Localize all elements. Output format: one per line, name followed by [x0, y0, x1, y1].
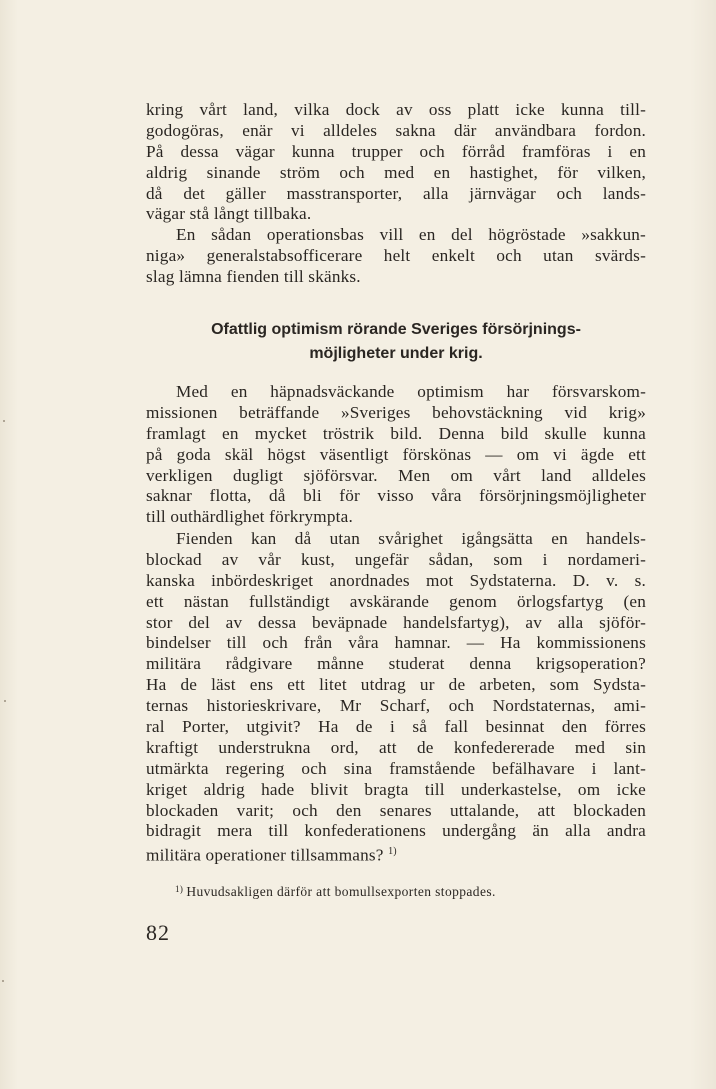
text-line: verkligen dugligt sjöförsvar. Men om vårt land alldeles	[146, 465, 646, 485]
paragraph-4	[146, 529, 646, 866]
text-line: vägar stå långt tillbaka.	[146, 204, 312, 224]
paragraph-3	[146, 382, 646, 528]
text-line: blockaden varit; och den senares uttalande, att blockaden	[146, 800, 646, 820]
footnote-reference: 1)	[388, 846, 397, 858]
paper-speck	[2, 980, 4, 982]
paper-speck	[4, 700, 6, 702]
text-line: kanska inbördeskriget anordnades mot Sydstaterna. D. v. s.	[146, 570, 646, 590]
text-line: kring vårt land, vilka dock av oss platt icke kunna till-	[146, 100, 646, 119]
text-line: utmärkta regering och sina framstående befälhavare i lant-	[146, 758, 646, 778]
text-line: kraftigt understrukna ord, att de konfedererade med sin	[146, 737, 646, 757]
text-line	[146, 842, 646, 866]
text-line-content: militära operationer tillsammans?	[146, 846, 384, 866]
text-line: aldrig sinande ström och med en hastighet, för vilken,	[146, 162, 646, 182]
page-number: 82	[146, 920, 170, 945]
text-line: På dessa vägar kunna trupper och förråd framföras i en	[146, 141, 646, 161]
text-line: blockad av vår kust, ungefär sådan, som i nordameri-	[146, 549, 646, 569]
section-heading	[146, 318, 646, 366]
footnote-marker: 1)	[175, 884, 184, 894]
text-line: En sådan operationsbas vill en del högröstade »sakkun-	[176, 225, 646, 244]
text-line: Ha de läst ens ett litet utdrag ur de arbeten, som Sydsta-	[146, 675, 646, 695]
text-line: Fienden kan då utan svårighet igångsätta en handels-	[176, 529, 646, 548]
text-line: till outhärdlighet förkrympta.	[146, 507, 353, 527]
footnote-text: Huvudsakligen därför att bomullsexporten stoppades.	[186, 884, 496, 899]
text-line: niga» generalstabsofficerare helt enkelt och utan svärds-	[146, 245, 646, 265]
text-line: då det gäller masstransporter, alla järnvägar och lands-	[146, 183, 646, 203]
paper-speck	[3, 420, 5, 422]
text-line: kriget aldrig hade blivit bragta till underkastelse, om icke	[146, 779, 646, 799]
text-line: ral Porter, utgivit? Ha de i så fall besinnat den förres	[146, 717, 646, 737]
text-line: militära rådgivare månne studerat denna krigsoperation?	[146, 654, 646, 674]
paragraph-1	[146, 100, 646, 225]
text-line: stor del av dessa beväpnade handelsfartyg), av alla sjöför-	[146, 612, 646, 632]
text-line: Med en häpnadsväckande optimism har försvarskom-	[176, 382, 646, 401]
text-line: bidragit mera till konfederationens undergång än alla andra	[146, 821, 646, 841]
text-line: bindelser till och från våra hamnar. — Ha kommissionens	[146, 633, 646, 653]
heading-line: möjligheter under krig.	[309, 345, 483, 362]
text-line: ett nästan fullständigt avskärande genom örlogsfartyg (en	[146, 591, 646, 611]
text-line: ternas historieskrivare, Mr Scharf, och Nordstaternas, ami-	[146, 696, 646, 716]
footnote	[175, 884, 496, 900]
heading-line: Ofattlig optimism rörande Sveriges försörjnings-	[211, 321, 581, 338]
text-line: godogöras, enär vi alldeles sakna där användbara fordon.	[146, 120, 646, 140]
paragraph-2	[146, 225, 646, 288]
text-line: slag lämna fienden till skänks.	[146, 266, 361, 286]
text-line: missionen beträffande »Sveriges behovstäckning vid krig»	[146, 402, 646, 422]
text-line: saknar flotta, då bli för visso våra försörjningsmöjligheter	[146, 486, 646, 506]
text-line: framlagt en mycket tröstrik bild. Denna bild skulle kunna	[146, 423, 646, 443]
text-line: på goda skäl högst väsentligt förskönas — om vi ägde ett	[146, 444, 646, 464]
